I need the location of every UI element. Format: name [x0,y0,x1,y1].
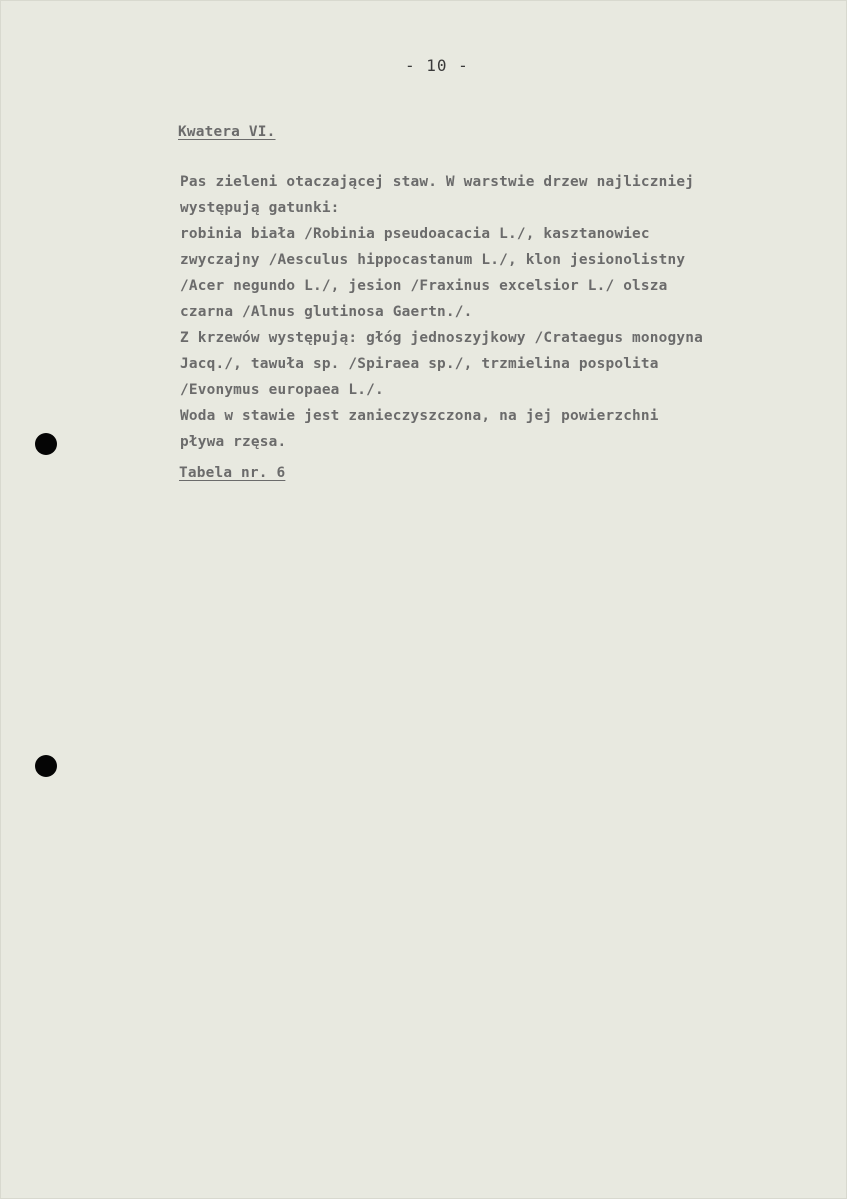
punch-hole-top [35,433,57,455]
body-line: Jacq./, tawuła sp. /Spiraea sp./, trzmielina pospolita [180,356,659,372]
body-line: /Evonymus europaea L./. [180,382,384,398]
body-line: /Acer negundo L./, jesion /Fraxinus excelsior L./ olsza [180,278,668,294]
table-reference: Tabela nr. 6 [179,465,286,481]
section-heading: Kwatera VI. [178,124,276,140]
body-line: czarna /Alnus glutinosa Gaertn./. [180,304,473,320]
punch-hole-bottom [35,755,57,777]
body-line: zwyczajny /Aesculus hippocastanum L./, klon jesionolistny [180,252,686,268]
page-number: - 10 - [405,56,469,75]
body-line: Pas zieleni otaczającej staw. W warstwie drzew najliczniej [180,174,695,190]
body-line: pływa rzęsa. [180,434,287,450]
body-line: robinia biała /Robinia pseudoacacia L./, kasztanowiec [180,226,650,242]
body-line: Z krzewów występują: głóg jednoszyjkowy /Crataegus monogyna [180,330,703,346]
body-line: Woda w stawie jest zanieczyszczona, na jej powierzchni [180,408,659,424]
body-line: występują gatunki: [180,200,340,216]
